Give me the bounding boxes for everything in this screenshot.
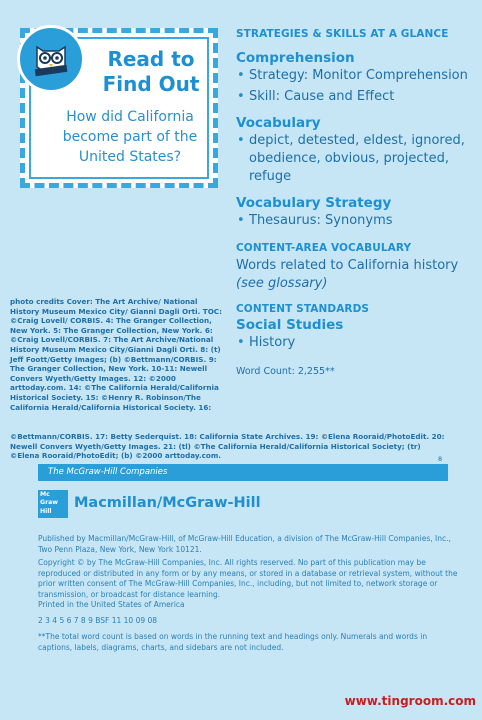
standards-item: • History [236,334,476,352]
mcgraw-hill-logo-icon [38,490,68,518]
vocab-strategy-heading: Vocabulary Strategy [236,195,392,211]
word-count-footnote: **The total word count is based on words in the running text and headings only. Numerals and words in captions, labels, diagrams, charts, and sidebars are not included. [38,632,428,652]
read-to-find-out-question: How did California become part of the United States? [62,109,198,165]
publisher-name: Macmillan/McGraw-Hill [74,495,261,511]
content-vocab-text [236,257,476,293]
watermark: www.tingroom.com [344,694,476,708]
read-to-find-out-inner [29,37,209,179]
word-count: Word Count: 2,255** [236,366,335,377]
content-vocab-words: Words related to California history [236,258,459,273]
owl-reader-icon [17,25,85,93]
page-number: 8 [438,455,443,463]
standards-heading: CONTENT STANDARDS [236,303,370,315]
printing-numbers: 2 3 4 5 6 7 8 9 BSF 11 10 09 08 [38,616,158,625]
content-vocab-heading: CONTENT-AREA VOCABULARY [236,242,412,254]
read-to-find-out-box [20,28,218,188]
vocabulary-item: • depict, detested, eldest, ignored, obedience, obvious, projected, refuge [236,132,476,186]
standards-subheading: Social Studies [236,317,344,333]
copyright-notice: Copyright © by The McGraw-Hill Companies, Inc. All rights reserved. No part of this publication may be reproduced or distributed in any form or by any means, or stored in a database or retrieval system, without the prior written consent of The McGraw-Hill Companies, Inc., including, but not limited to, network storage or transmission, or broadcast for distance learning. [38,558,458,599]
vocabulary-heading: Vocabulary [236,115,321,131]
glance-heading: STRATEGIES & SKILLS AT A GLANCE [236,28,449,40]
vocab-strategy-item: • Thesaurus: Synonyms [236,212,476,230]
published-by: Published by Macmillan/McGraw-Hill, of McGraw-Hill Education, a division of The McGraw-Hill Companies, Inc., Two Penn Plaza, New York, New York 10121. [38,534,451,554]
logo-line: Graw [40,499,59,507]
content-vocab-see: (see glossary) [236,276,328,291]
mcgraw-hill-banner: The McGraw-Hill Companies [38,464,448,481]
strategies-panel [236,28,476,377]
logo-line: Hill [40,507,52,515]
title-line-1: Read to [107,47,195,71]
owl-glyph [29,37,73,81]
comprehension-item: • Strategy: Monitor Comprehension [236,67,476,85]
title-line-2: Find Out [102,72,200,96]
logo-line: Mc [40,491,50,498]
photo-credits: photo credits Cover: The Art Archive/ National History Museum Mexico City/ Gianni Dagli Orti. TOC: ©Craig Lovell/ CORBIS. 4: The Granger Collection, New York. 5: The Granger Collection, New York. 6: ©Craig Lovell/CORBIS. 7: The Art Archive/National History Museum Mexico City/Gianni Dagli Orti. 8: (t) Jeff Foott/Getty Images; (b) ©Bettmann/CORBIS. 9: The Granger Collection, New York. 10-11: Newell Convers Wyeth/Getty Images. 12: ©2000 arttoday.com. 14: ©The California Herald/California Historical Society. 15: ©Henry R. Robinson/The California Herald/California Historical Society. 16: [10,297,222,412]
comprehension-heading: Comprehension [236,50,355,66]
photo-credits-continued: ©Bettmann/CORBIS. 17: Betty Sederquist. 18: California State Archives. 19: ©Elena Rooraid/PhotoEdit. 20: Newell Convers Wyeth/Getty Images. 21: (tl) ©The California Herald/California Historical Society; (tr) ©Elena Rooraid/PhotoEdit; (b) ©2000 arttoday.com. [10,432,445,461]
comprehension-item: • Skill: Cause and Effect [236,88,476,106]
printed-in: Printed in the United States of America [38,600,185,609]
read-to-find-out-title [91,47,211,97]
